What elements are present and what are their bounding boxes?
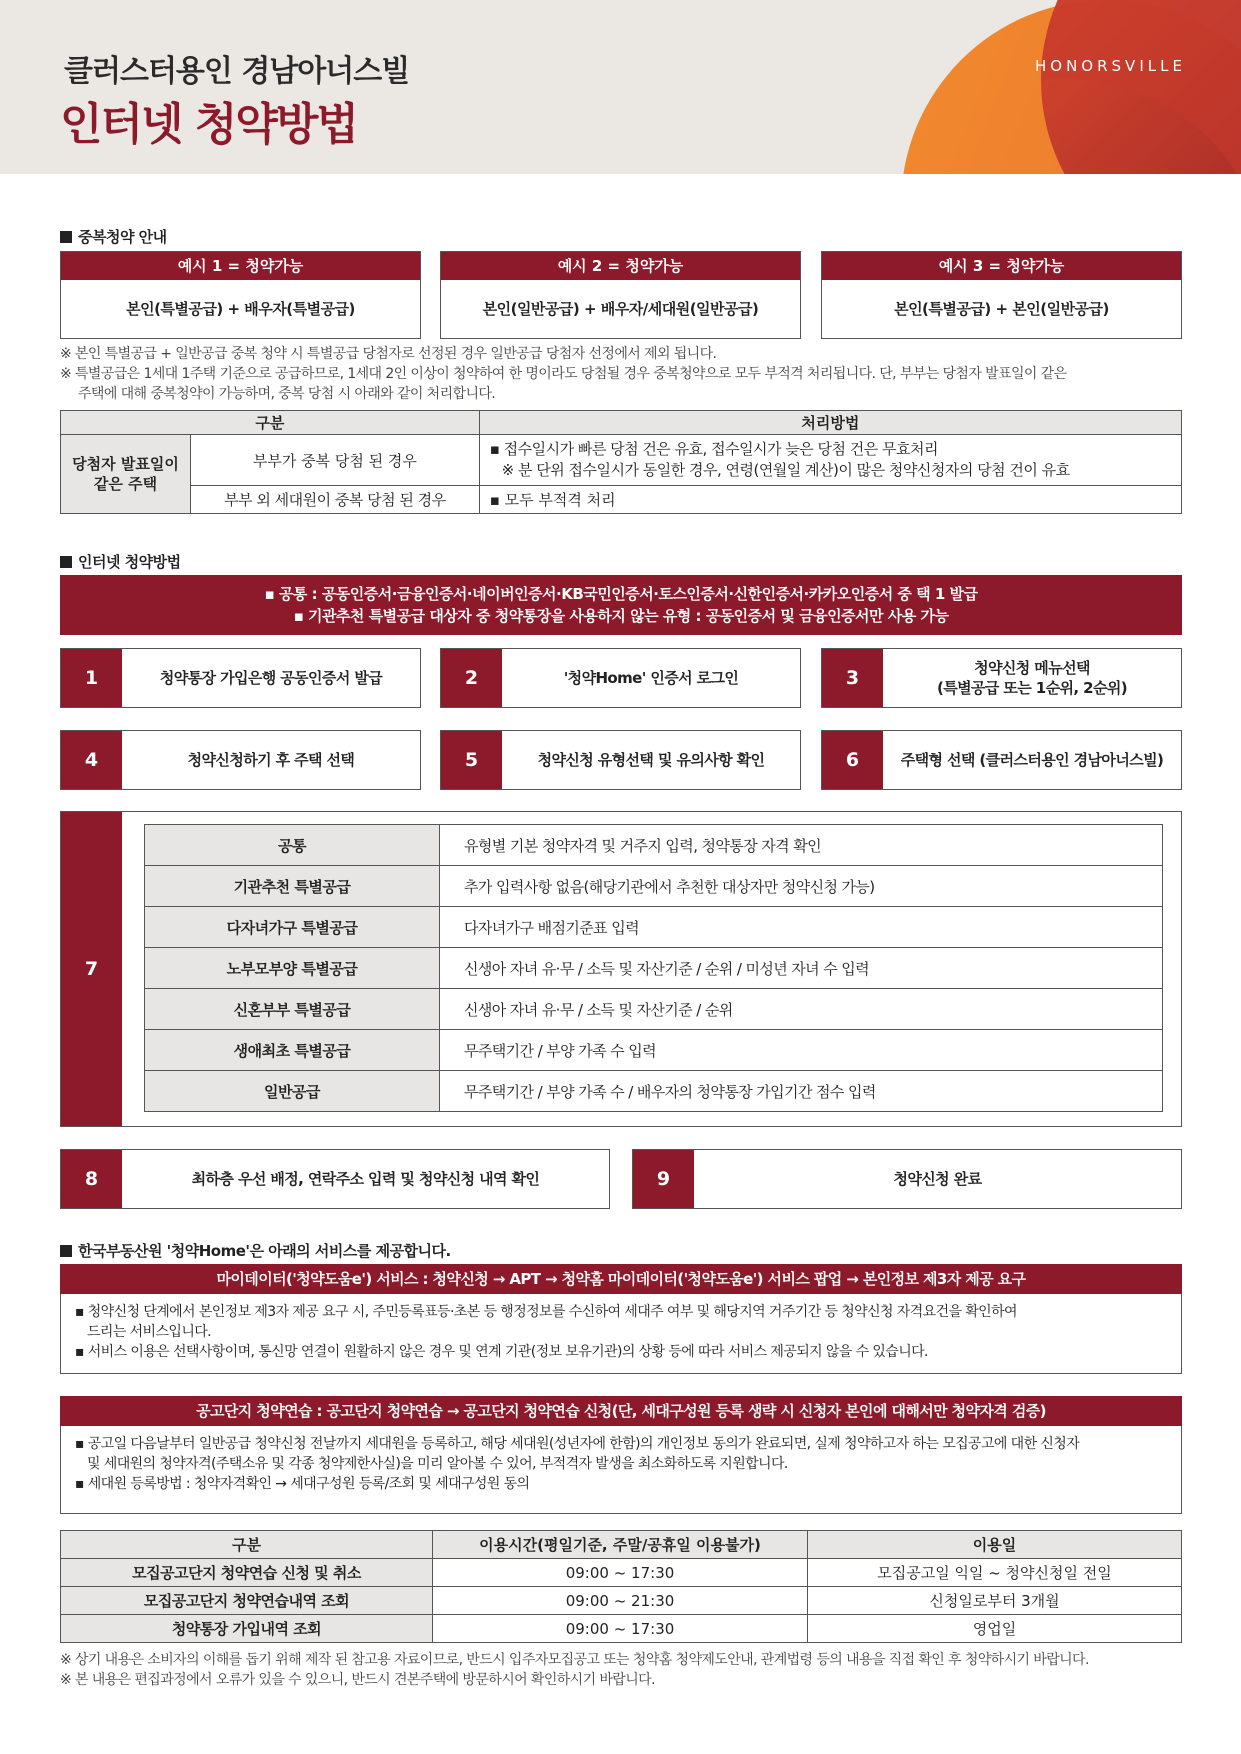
step-9: 9 청약신청 완료: [632, 1149, 1182, 1209]
square-bullet-icon: [60, 556, 72, 568]
step-5: 5 청약신청 유형선택 및 유의사항 확인: [440, 730, 801, 790]
header-decoration: [821, 0, 1241, 174]
duplicate-table: 구분 처리방법 당첨자 발표일이 같은 주택 부부가 중복 당첨 된 경우 ▪ 접수일시가 빠른 당첨 건은 유효, 접수일시가 늦은 당첨 건은 무효처리 ※ 분 단위 접수일시가 동일한 경우, 연령(연월일 계산)이 많은 청약신청자의 당첨 건이 유효 부부 외 세대원이 중복 당첨 된 경우 ▪ 모두 부적격 처리: [60, 410, 1182, 514]
step-3: 3 청약신청 메뉴선택 (특별공급 또는 1순위, 2순위): [821, 648, 1182, 708]
header: [0, 0, 1241, 174]
mydata-head: 마이데이터('청약도움e') 서비스 : 청약신청 → APT → 청약홈 마이데이터('청약도움e') 서비스 팝업 → 본인정보 제3자 제공 요구: [60, 1264, 1182, 1294]
certificate-banner: ▪ 공통 : 공동인증서·금융인증서·네이버인증서·KB국민인증서·토스인증서·신한인증서·카카오인증서 중 택 1 발급 ▪ 기관추천 특별공급 대상자 중 청약통장을 사용하지 않는 유형 : 공동인증서 및 금융인증서만 사용 가능: [60, 575, 1182, 635]
section-services-title: 한국부동산원 '청약Home'은 아래의 서비스를 제공합니다.: [60, 1240, 451, 1261]
usage-table: 구분 이용시간(평일기준, 주말/공휴일 이용불가) 이용일 모집공고단지 청약연습 신청 및 취소 09:00 ~ 17:30 모집공고일 익일 ~ 청약신청일 전일 모집공고단지 청약연습내역 조회 09:00 ~ 21:30 신청일로부터 3개월 청약통장 가입내역 조회 09:00 ~ 17:30 영업일: [60, 1530, 1182, 1643]
step-1: 1 청약통장 가입은행 공동인증서 발급: [60, 648, 421, 708]
step-4: 4 청약신청하기 후 주택 선택: [60, 730, 421, 790]
step-2: 2 '청약Home' 인증서 로그인: [440, 648, 801, 708]
step-8: 8 최하층 우선 배정, 연락주소 입력 및 청약신청 내역 확인: [60, 1149, 610, 1209]
header-subtitle: 클러스터용인 경남아너스빌: [64, 54, 410, 89]
example-1: 예시 1 = 청약가능 본인(특별공급) + 배우자(특별공급): [60, 251, 421, 339]
step-7: 7 공통 유형별 기본 청약자격 및 거주지 입력, 청약통장 자격 확인 기관추천 특별공급 추가 입력사항 없음(해당기관에서 추천한 대상자만 청약신청 가능) 다자녀가구 특별공급 다자녀가구 배점기준표 입력 노부모부양 특별공급 신생아 자녀 유·무 / 소득 및 자산기준 / 순위 / 미성년 자녀 수 입력 신혼부부 특별공급 신생아 자녀 유·무 / 소득 및 자산기준 / 순위 생애최초 특별공급 무주택기간 / 부양 가족 수 입력 일반공급 무주택기간 / 부양 가족 수 / 배우자의 청약통장 가입기간 점수 입력: [60, 811, 1182, 1127]
example-3: 예시 3 = 청약가능 본인(특별공급) + 본인(일반공급): [821, 251, 1182, 339]
practice-body: ▪ 공고일 다음날부터 일반공급 청약신청 전날까지 세대원을 등록하고, 해당 세대원(성년자에 한함)의 개인정보 동의가 완료되면, 실제 청약하고자 하는 모집공고에 대한 신청자 및 세대원의 청약자격(주택소유 및 각종 청약제한사실)을 미리 알아볼 수 있어, 부적격자 발생을 최소화하도록 지원합니다. ▪ 세대원 등록방법 : 청약자격확인 → 세대구성원 등록/조회 및 세대구성원 동의: [60, 1426, 1182, 1514]
mydata-body: ▪ 청약신청 단계에서 본인정보 제3자 제공 요구 시, 주민등록표등·초본 등 행정정보를 수신하여 세대주 여부 및 해당지역 거주기간 등 청약신청 자격요건을 확인하여 드리는 서비스입니다. ▪ 서비스 이용은 선택사항이며, 통신망 연결이 원활하지 않은 경우 및 연계 기관(정보 보유기관)의 상황 등에 따라 서비스 제공되지 않을 수 있습니다.: [60, 1294, 1182, 1374]
square-bullet-icon: [60, 231, 72, 243]
brand-logo: HONORSVILLE: [1035, 57, 1186, 75]
section-duplicate-title: 중복청약 안내: [60, 226, 167, 247]
step-7-table: 공통 유형별 기본 청약자격 및 거주지 입력, 청약통장 자격 확인 기관추천 특별공급 추가 입력사항 없음(해당기관에서 추천한 대상자만 청약신청 가능) 다자녀가구 특별공급 다자녀가구 배점기준표 입력 노부모부양 특별공급 신생아 자녀 유·무 / 소득 및 자산기준 / 순위 / 미성년 자녀 수 입력 신혼부부 특별공급 신생아 자녀 유·무 / 소득 및 자산기준 / 순위 생애최초 특별공급 무주택기간 / 부양 가족 수 입력 일반공급 무주택기간 / 부양 가족 수 / 배우자의 청약통장 가입기간 점수 입력: [144, 824, 1163, 1112]
duplicate-notes: ※ 본인 특별공급 + 일반공급 중복 청약 시 특별공급 당첨자로 선정된 경우 일반공급 당첨자 선정에서 제외 됩니다. ※ 특별공급은 1세대 1주택 기준으로 공급하므로, 1세대 2인 이상이 청약하여 한 명이라도 당첨될 경우 중복청약으로 모두 부적격 처리됩니다. 단, 부부는 당첨자 발표일이 같은 주택에 대해 중복청약이 가능하며, 중복 당첨 시 아래와 같이 처리합니다.: [60, 346, 1067, 402]
header-title: 인터넷 청약방법: [60, 99, 357, 150]
example-2: 예시 2 = 청약가능 본인(일반공급) + 배우자/세대원(일반공급): [440, 251, 801, 339]
practice-head: 공고단지 청약연습 : 공고단지 청약연습 → 공고단지 청약연습 신청(단, 세대구성원 등록 생략 시 신청자 본인에 대해서만 청약자격 검증): [60, 1396, 1182, 1426]
square-bullet-icon: [60, 1245, 72, 1257]
step-6: 6 주택형 선택 (클러스터용인 경남아너스빌): [821, 730, 1182, 790]
section-internet-title: 인터넷 청약방법: [60, 551, 181, 572]
footnotes: ※ 상기 내용은 소비자의 이해를 돕기 위해 제작 된 참고용 자료이므로, 반드시 입주자모집공고 또는 청약홈 청약제도안내, 관계법령 등의 내용을 직접 확인 후 청약하시기 바랍니다. ※ 본 내용은 편집과정에서 오류가 있을 수 있으니, 반드시 견본주택에 방문하시어 확인하시기 바랍니다.: [60, 1652, 1089, 1688]
